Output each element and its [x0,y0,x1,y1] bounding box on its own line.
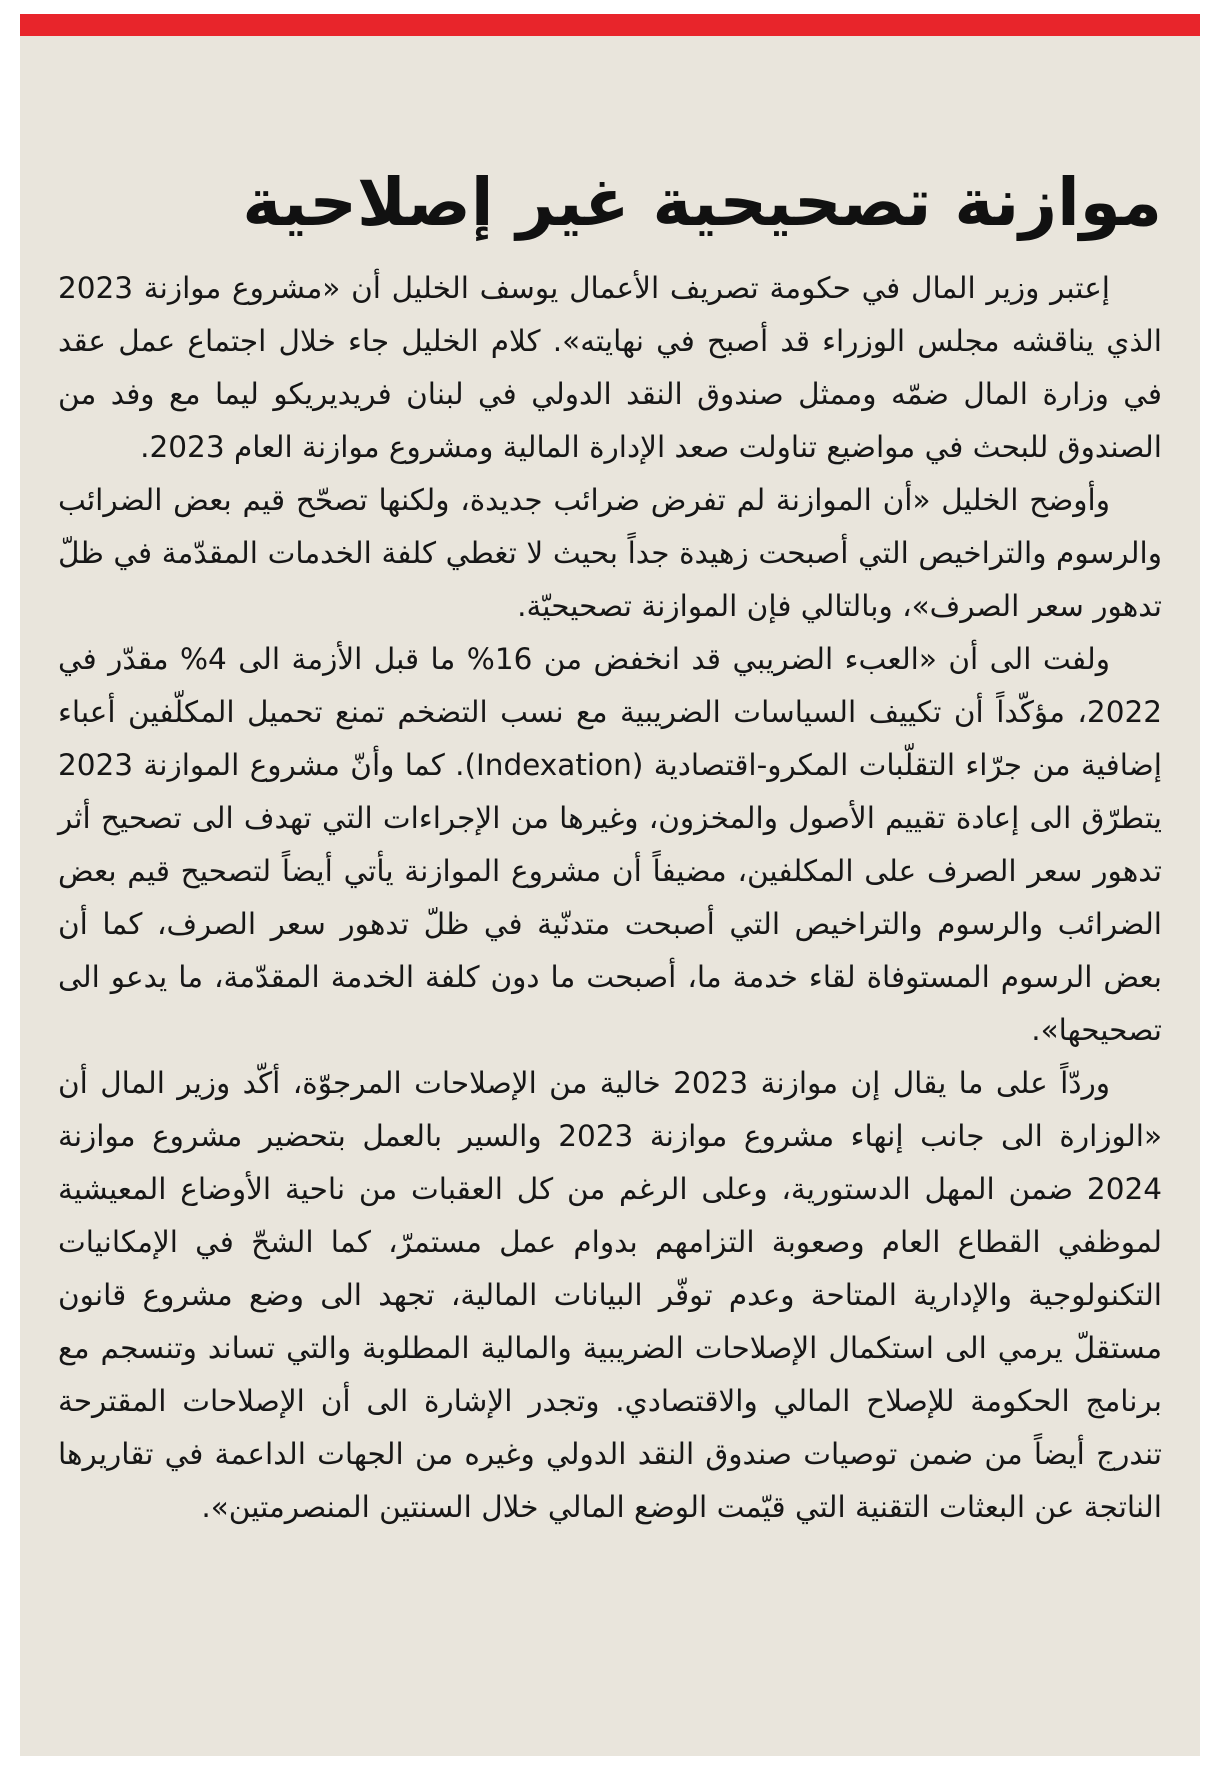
accent-bar [20,14,1200,36]
paragraph-1: إعتبر وزير المال في حكومة تصريف الأعمال يوسف الخليل أن «مشروع موازنة 2023 الذي يناقشه مجلس الوزراء قد أصبح في نهايته». كلام الخليل جاء خلال اجتماع عمل عقد في وزارة المال ضمّه وممثل صندوق النقد الدولي في لبنان فريديريكو ليما مع وفد من الصندوق للبحث في مواضيع تناولت صعد الإدارة المالية ومشروع موازنة العام 2023. [58,271,1162,464]
paragraph-3: ولفت الى أن «العبء الضريبي قد انخفض من 16% ما قبل الأزمة الى 4% مقدّر في 2022، مؤكّداً أن تكييف السياسات الضريبية مع نسب التضخم تمنع تحميل المكلّفين أعباء إضافية من جرّاء التقلّبات المكرو-اقتصادية (Indexation). كما وأنّ مشروع الموازنة 2023 يتطرّق الى إعادة تقييم الأصول والمخزون، وغيرها من الإجراءات التي تهدف الى تصحيح أثر تدهور سعر الصرف على المكلفين، مضيفاً أن مشروع الموازنة يأتي أيضاً لتصحيح قيم بعض الضرائب والرسوم والتراخيص التي أصبحت متدنّية في ظلّ تدهور سعر الصرف، كما أن بعض الرسوم المستوفاة لقاء خدمة ما، أصبحت ما دون كلفة الخدمة المقدّمة، ما يدعو الى تصحيحها». [58,642,1163,1047]
article-card [20,14,1200,1756]
paragraph-2: وأوضح الخليل «أن الموازنة لم تفرض ضرائب جديدة، ولكنها تصحّح قيم بعض الضرائب والرسوم والتراخيص التي أصبحت زهيدة جداً بحيث لا تغطي كلفة الخدمات المقدّمة في ظلّ تدهور سعر الصرف»، وبالتالي فإن الموازنة تصحيحيّة. [58,483,1162,623]
paragraph-4: وردّاً على ما يقال إن موازنة 2023 خالية من الإصلاحات المرجوّة، أكّد وزير المال أن «الوزارة الى جانب إنهاء مشروع موازنة 2023 والسير بالعمل بتحضير مشروع موازنة 2024 ضمن المهل الدستورية، وعلى الرغم من كل العقبات من ناحية الأوضاع المعيشية لموظفي القطاع العام وصعوبة التزامهم بدوام عمل مستمرّ، كما الشحّ في الإمكانيات التكنولوجية والإدارية المتاحة وعدم توفّر البيانات المالية، تجهد الى وضع مشروع قانون مستقلّ يرمي الى استكمال الإصلاحات الضريبية والمالية المطلوبة والتي تساند وتنسجم مع برنامج الحكومة للإصلاح المالي والاقتصادي. وتجدر الإشارة الى أن الإصلاحات المقترحة تندرج أيضاً من ضمن توصيات صندوق النقد الدولي وغيره من الجهات الداعمة في تقاريرها الناتجة عن البعثات التقنية التي قيّمت الوضع المالي خلال السنتين المنصرمتين». [58,1066,1163,1524]
article-body [58,262,1162,1534]
article-headline: موازنة تصحيحية غير إصلاحية [242,164,1162,242]
